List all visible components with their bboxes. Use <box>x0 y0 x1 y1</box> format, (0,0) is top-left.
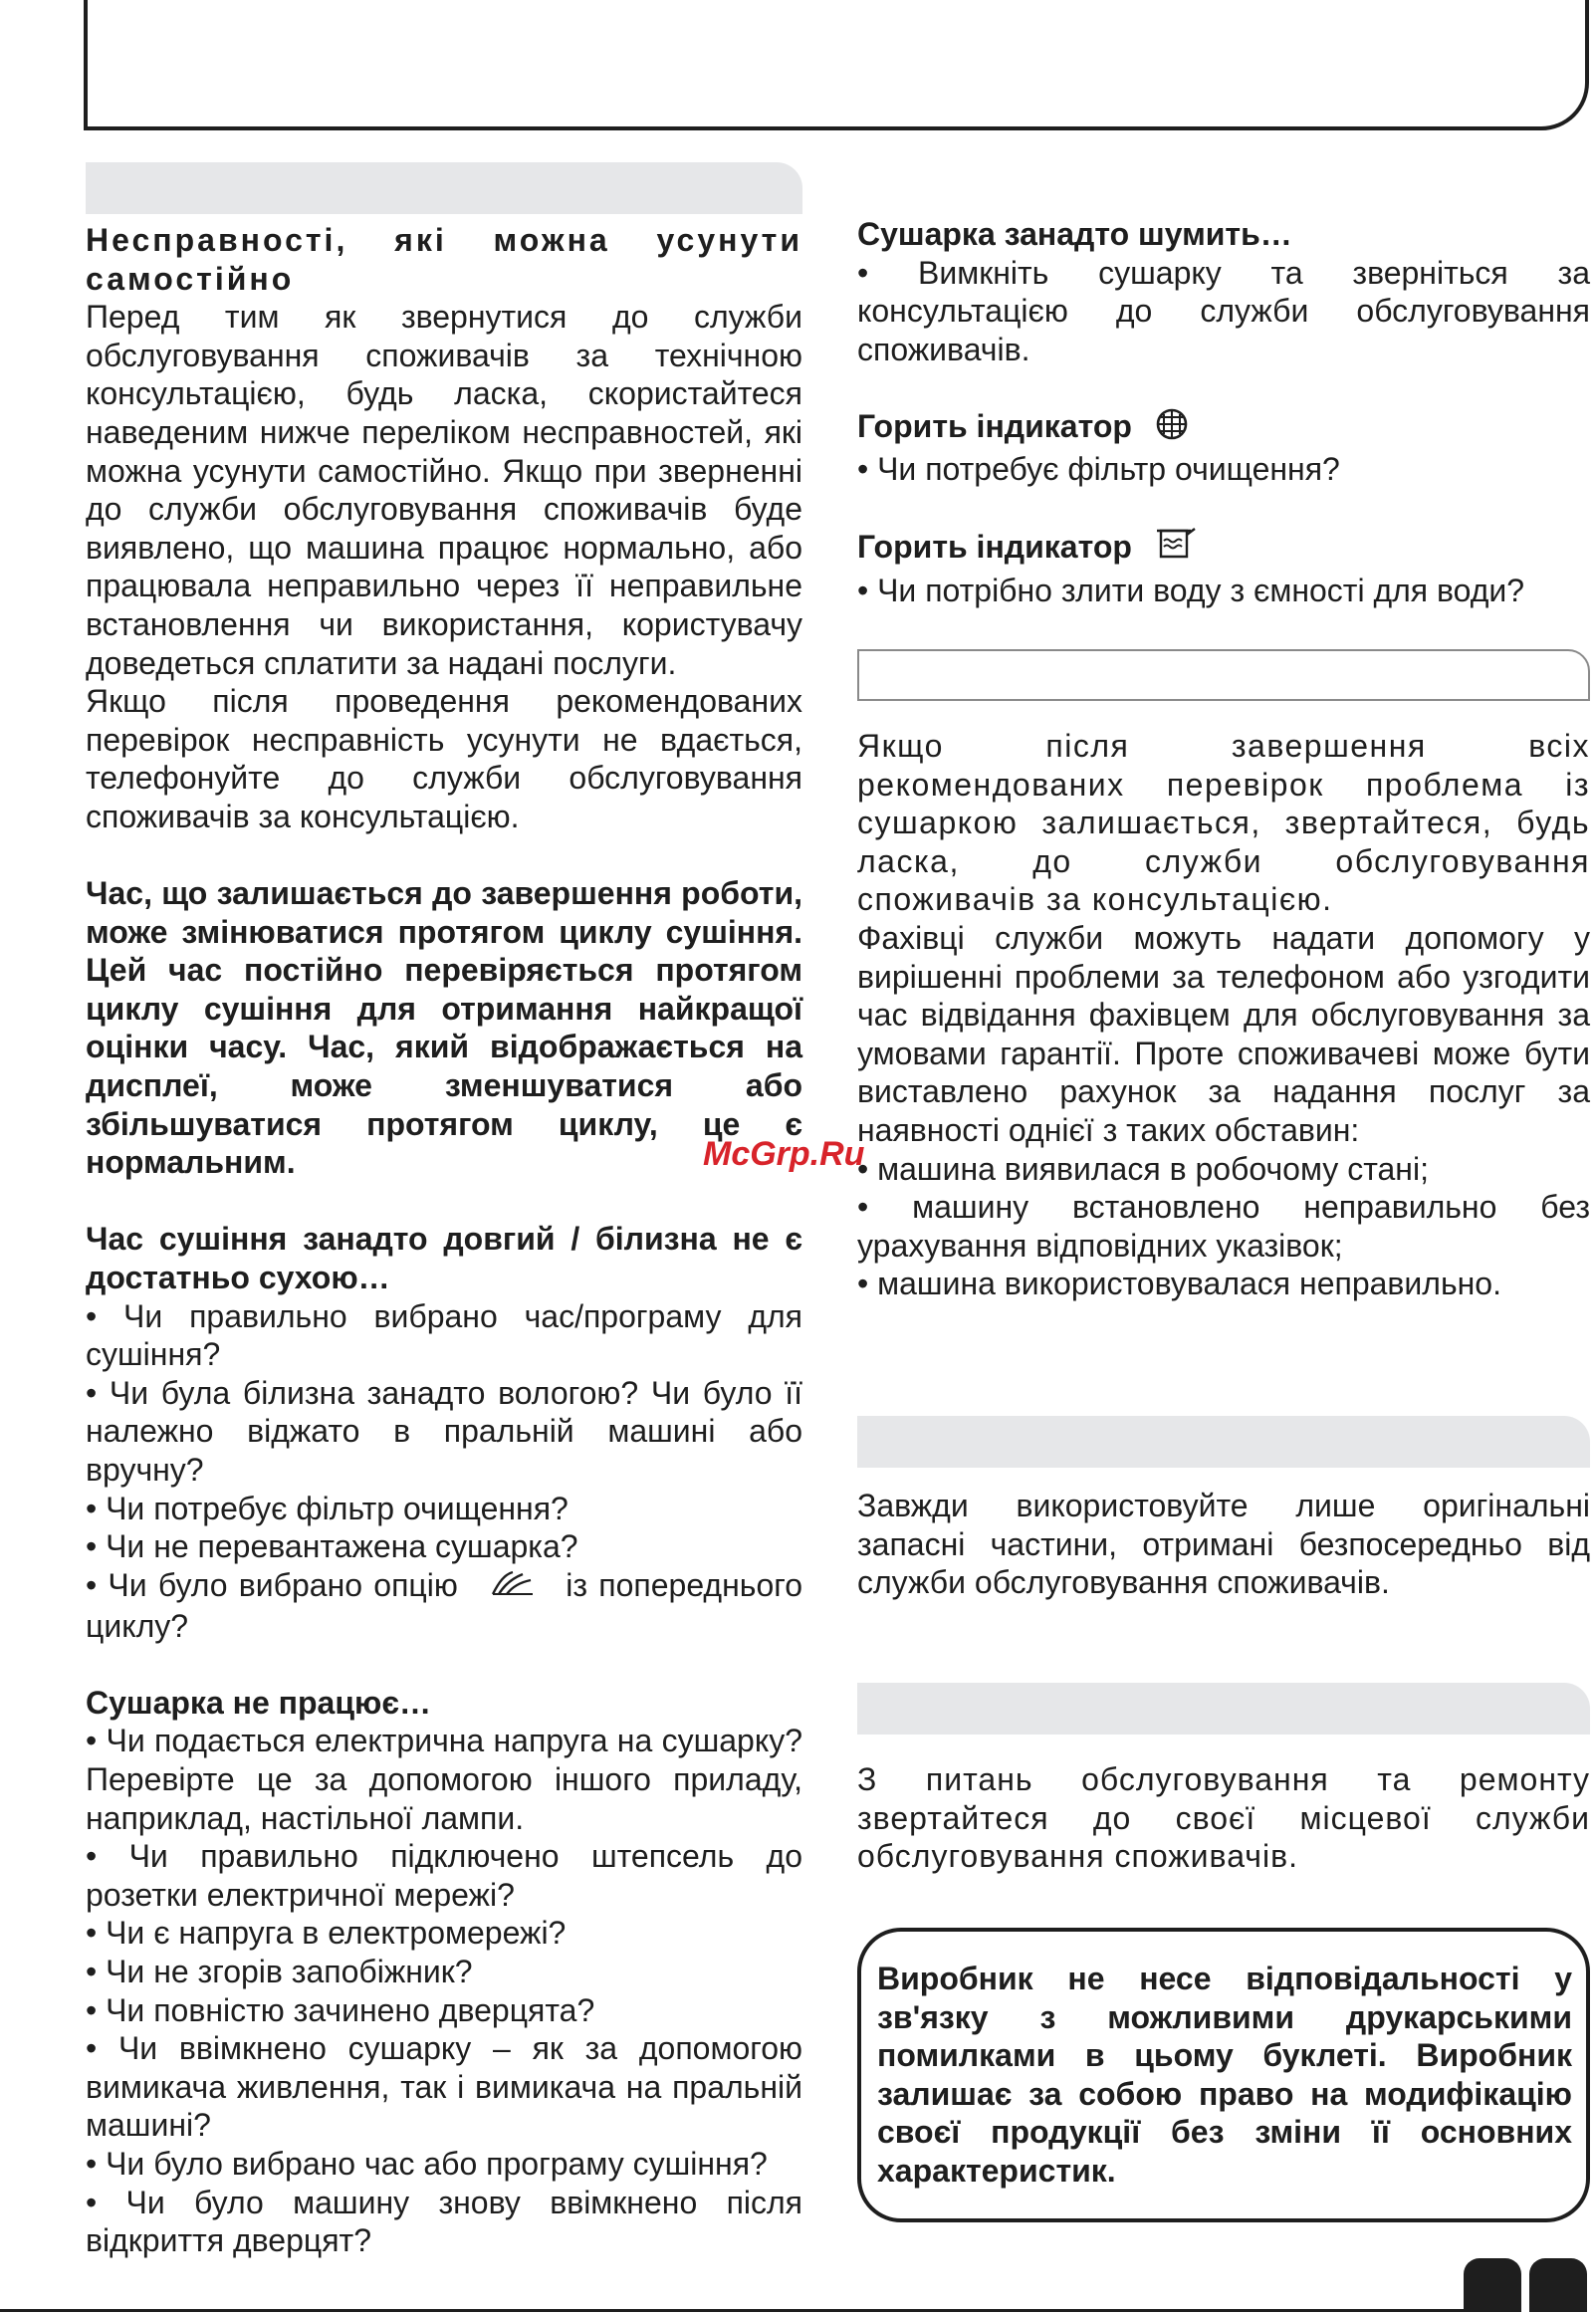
not-working-item: • Чи є напруга в електромережі? <box>86 1915 567 1952</box>
left-column <box>86 221 802 2260</box>
not-working-heading: Сушарка не працює… <box>86 1684 431 1721</box>
not-working-item: • Чи ввімкнено сушарку – як за допомогою вимикача живлення, так і вимикача на пральній машині? <box>86 2030 802 2144</box>
header-frame <box>84 0 1589 130</box>
section-bar-repair <box>857 1683 1590 1735</box>
disclaimer-box <box>857 1928 1590 2222</box>
intro-paragraph-2: Якщо після проведення рекомендованих перевірок несправність усунути не вдається, телефонуйте до служби обслуговування споживачів за консультацією. <box>86 683 802 834</box>
not-working-item: • Чи правильно підключено штепсель до розетки електричної мережі? <box>86 1838 802 1913</box>
disclaimer-text: Виробник не несе відповідальності у зв'язку з можливими друкарськими помилками в цьому буклеті. Виробник залишає за собою право на модифікацію своєї продукції без зміни її основних характеристик. <box>877 1961 1572 2189</box>
troubleshooting-heading: Несправності, які можна усунути самостійно <box>86 222 802 297</box>
filter-icon <box>1155 407 1189 450</box>
section-bar-service <box>857 649 1590 701</box>
indicator-water-item: • Чи потрібно злити воду з ємності для води? <box>857 572 1525 608</box>
page-tab-left <box>1464 2258 1521 2312</box>
section-bar-spare-parts <box>857 1416 1590 1468</box>
long-drying-item: • Чи була білизна занадто вологою? Чи було її належно віджато в пральній машині або вручну? <box>86 1374 802 1488</box>
indicator-water-label: Горить індикатор <box>857 528 1132 565</box>
indicator-filter-label: Горить індикатор <box>857 407 1132 444</box>
long-drying-item: • Чи правильно вибрано час/програму для сушіння? <box>86 1297 802 1373</box>
not-working-item: • Чи не згорів запобіжник? <box>86 1953 473 1989</box>
long-drying-item-option <box>86 1566 802 1645</box>
option-question-suffix: із попереднього циклу? <box>86 1566 803 1644</box>
option-question-prefix: • Чи було вибрано опцію <box>86 1566 458 1603</box>
service-paragraph: Якщо після завершення всіх рекомендованих перевірок проблема із сушаркою залишається, звертайтеся, будь ласка, до служби обслуговування споживачів за консультацією. <box>857 728 1590 918</box>
not-working-item: • Чи подається електрична напруга на сушарку? Перевірте це за допомогою іншого приладу, наприклад, настільної лампи. <box>86 1723 802 1836</box>
service-condition: • машину встановлено неправильно без урахування відповідних указівок; <box>857 1189 1590 1264</box>
watermark-text: McGrp.Ru <box>703 1135 865 1173</box>
repair-section <box>857 1760 1590 1876</box>
not-working-item: • Чи було машину знову ввімкнено після відкриття дверцят? <box>86 2184 802 2259</box>
noise-heading: Сушарка занадто шумить… <box>857 216 1292 252</box>
page-tab-right <box>1529 2258 1587 2312</box>
indicator-filter-item: • Чи потребує фільтр очищення? <box>857 450 1340 487</box>
not-working-item: • Чи було вибрано час або програму сушіння? <box>86 2145 768 2182</box>
spare-parts-section <box>857 1487 1590 1602</box>
long-drying-item: • Чи не перевантажена сушарка? <box>86 1528 578 1565</box>
right-column-top <box>857 215 1590 609</box>
spare-parts-text: Завжди використовуйте лише оригінальні запасні частини, отримані безпосередньо від служби обслуговування споживачів. <box>857 1488 1590 1601</box>
service-section <box>857 727 1590 1303</box>
long-drying-item: • Чи потребує фільтр очищення? <box>86 1490 569 1526</box>
long-drying-heading: Час сушіння занадто довгий / білизна не є достатньо сухою… <box>86 1221 802 1296</box>
indicator-water-heading <box>857 527 1590 572</box>
service-condition: • машина виявилася в робочому стані; <box>857 1150 1429 1187</box>
repair-text: З питань обслуговування та ремонту звертайтеся до своєї місцевої служби обслуговування споживачів. <box>857 1761 1590 1875</box>
remaining-time-note: Час, що залишається до завершення роботи, може змінюватися протягом циклу сушіння. Цей час постійно перевіряється протягом циклу сушіння для отримання найкращої оцінки часу. Час, який відображається на дисплеї, може зменшуватися або збільшуватися протягом циклу, це є нормальним. <box>86 875 802 1181</box>
noise-item: • Вимкніть сушарку та зверніться за консультацією до служби обслуговування споживачів. <box>857 254 1590 367</box>
not-working-item: • Чи повністю зачинено дверцята? <box>86 1991 595 2028</box>
intro-paragraph-1: Перед тим як звернутися до служби обслуговування споживачів за технічною консультацією, будь ласка, скористайтеся наведеним нижче переліком несправностей, які можна усунути самостійно. Якщо при зверненні до служби обслуговування споживачів буде виявлено, що машина працює нормально, або працювала неправильно через її неправильне встановлення чи використання, користувачу доведеться сплатити за надані послуги. <box>86 299 802 681</box>
indicator-filter-heading <box>857 407 1590 450</box>
service-condition: • машина використовувалася неправильно. <box>857 1266 1501 1302</box>
option-icon <box>489 1568 535 1607</box>
section-bar-troubleshooting <box>86 162 802 214</box>
water-container-icon <box>1155 527 1199 572</box>
service-paragraph: Фахівці служби можуть надати допомогу у вирішенні проблеми за телефоном або узгодити час відвідання фахівцем для обслуговування за умовами гарантії. Проте споживачеві може бути виставлено рахунок за надання послуг за наявності однієї з таких обставин: <box>857 919 1590 1148</box>
footer-line <box>0 2309 1466 2312</box>
